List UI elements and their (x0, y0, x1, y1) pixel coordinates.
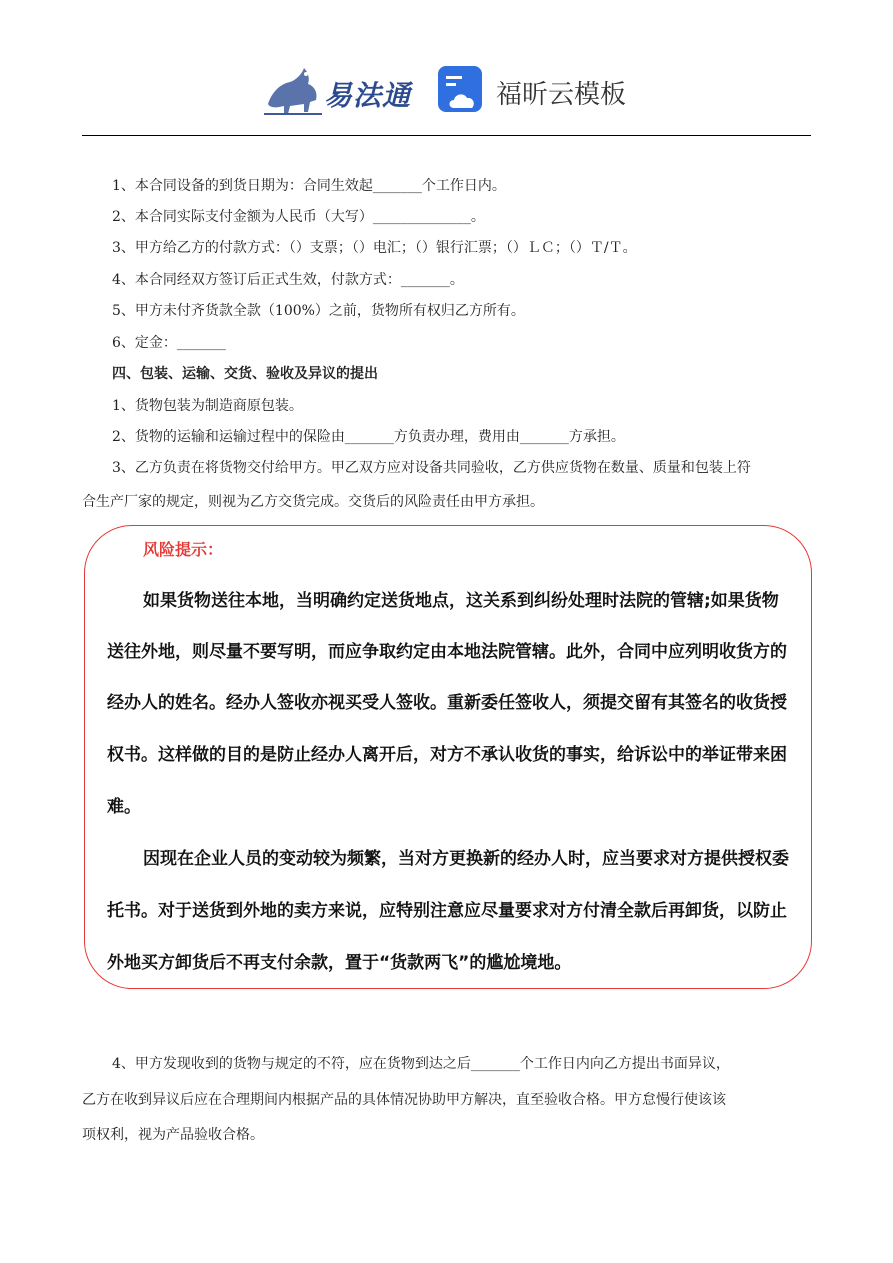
foxit-cloud-template-logo (436, 64, 636, 120)
risk-line: 权书。这样做的目的是防止经办人离开后，对方不承认收货的事实，给诉讼中的举证带来困 (107, 745, 787, 765)
clause-payment-method: 3、甲方给乙方的付款方式：（）支票；（）电汇；（）银行汇票；（）ＬＣ；（）Ｔ/Ｔ。 (112, 240, 637, 256)
cloud-document-icon (436, 64, 486, 114)
clause-packaging: 1、货物包装为制造商原包装。 (112, 398, 303, 414)
risk-line: 难。 (107, 797, 141, 817)
header-divider (82, 135, 811, 136)
clause-transport: 2、货物的运输和运输过程中的保险由_______方负责办理，费用由_______方承担。 (112, 429, 625, 445)
risk-line: 经办人的姓名。经办人签收亦视买受人签收。重新委任签收人，须提交留有其签名的收货授 (107, 693, 787, 713)
qilin-icon (262, 62, 324, 118)
clause-delivery-cont: 合生产厂家的规定，则视为乙方交货完成。交货后的风险责任由甲方承担。 (82, 494, 544, 510)
clause-payment-amount: 2、本合同实际支付金额为人民币（大写）______________。 (112, 209, 485, 225)
yifatong-logo (262, 62, 412, 118)
risk-line: 送往外地，则尽量不要写明，而应争取约定由本地法院管辖。此外，合同中应列明收货方的 (107, 642, 787, 662)
clause-ownership: 5、甲方未付齐货款全款（100%）之前，货物所有权归乙方所有。 (112, 303, 525, 319)
clause-objection-cont: 项权利，视为产品验收合格。 (82, 1127, 264, 1143)
risk-line: 托书。对于送货到外地的卖方来说，应特别注意应尽量要求对方付清全款后再卸货，以防止 (107, 901, 787, 921)
foxit-logo-text: 福昕云模板 (496, 80, 627, 110)
clause-deposit: 6、定金：_______ (112, 335, 226, 351)
risk-title: 风险提示： (143, 540, 224, 559)
clause-objection: 4、甲方发现收到的货物与规定的不符，应在货物到达之后_______个工作日内向乙方提出书面异议， (112, 1056, 730, 1072)
risk-line: 如果货物送往本地，当明确约定送货地点，这关系到纠纷处理时法院的管辖;如果货物 (143, 591, 779, 611)
clause-objection-cont: 乙方在收到异议后应在合理期间内根据产品的具体情况协助甲方解决，直至验收合格。甲方怠慢行使该该 (82, 1092, 726, 1108)
page-header (0, 52, 893, 124)
clause-delivery-date: 1、本合同设备的到货日期为：合同生效起_______个工作日内。 (112, 178, 506, 194)
clause-delivery: 3、乙方负责在将货物交付给甲方。甲乙双方应对设备共同验收，乙方供应货物在数量、质量和包装上符 (112, 460, 751, 476)
yifatong-logo-text: 易法通 (324, 79, 412, 112)
clause-effective: 4、本合同经双方签订后正式生效，付款方式：_______。 (112, 272, 464, 288)
risk-line: 外地买方卸货后不再支付余款，置于“货款两飞”的尴尬境地。 (107, 953, 572, 973)
section-heading: 四、包装、运输、交货、验收及异议的提出 (112, 366, 378, 382)
risk-line: 因现在企业人员的变动较为频繁，当对方更换新的经办人时，应当要求对方提供授权委 (143, 849, 789, 869)
